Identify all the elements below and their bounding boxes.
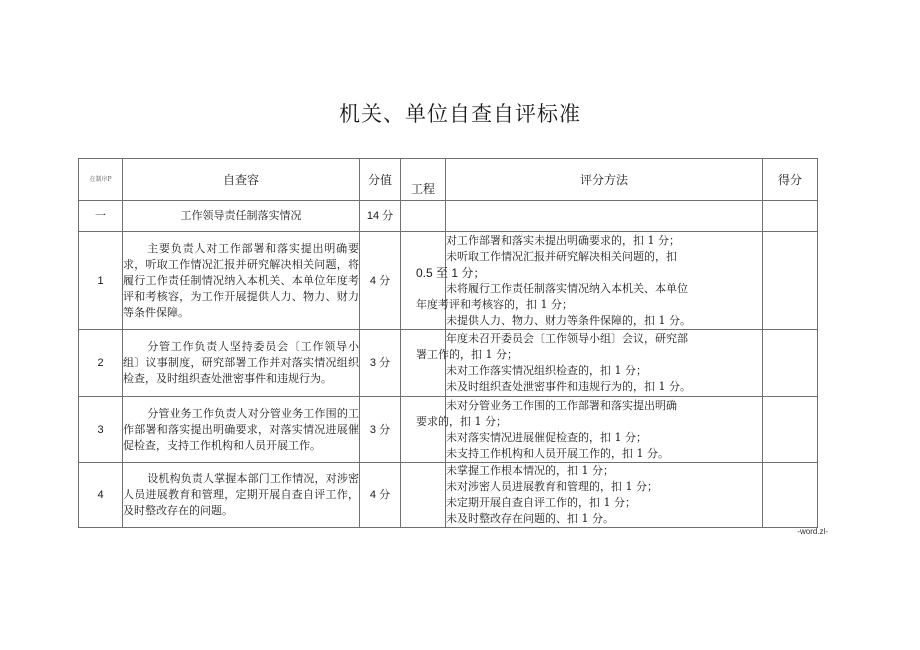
row-method — [416, 232, 763, 330]
row-content: 分管工作负责人坚持委员会〔工作领导小组〕议事制度，研究部署工作并对落实情况组织检查，及时组织查处泄密事件和违规行为。 — [123, 330, 360, 397]
row-method — [416, 397, 763, 463]
row-score: 3 分 — [360, 397, 401, 463]
row-project-cell — [401, 463, 446, 528]
table-row — [79, 397, 818, 463]
method-line: 署工作的，扣 1 分； — [416, 348, 518, 361]
method-line: 未对分管业务工作围的工作部署和落实提出明确 — [446, 398, 677, 412]
section-score: 14 分 — [360, 201, 401, 232]
row-method — [416, 330, 763, 397]
row-score: 4 分 — [360, 232, 401, 330]
header-project: 工程 — [401, 159, 446, 201]
method-line: 对工作部署和落实未提出明确要求的，扣 1 分； — [446, 233, 680, 247]
header-content: 自查容 — [123, 159, 360, 201]
method-line: 年度考评和考核容的，扣 1 分； — [416, 297, 573, 311]
method-line: 0.5 至 1 分； — [416, 265, 486, 280]
section-method-cell — [446, 201, 763, 232]
method-line: 未对工作落实情况组织检查的，扣 1 分； — [446, 364, 647, 377]
row-score: 3 分 — [360, 330, 401, 397]
row-seq: 2 — [79, 330, 123, 397]
row-project-cell — [401, 232, 446, 330]
method-line: 未提供人力、物力、财力等条件保障的，扣 1 分。 — [446, 313, 691, 327]
method-line: 未将履行工作责任制落实情况纳入本机关、本单位 — [446, 281, 688, 295]
method-line: 未对涉密人员进展教育和管理的，扣 1 分； — [446, 480, 658, 493]
section-got-cell — [763, 201, 818, 232]
table-row — [79, 463, 818, 528]
row-seq: 4 — [79, 463, 123, 528]
row-content: 分管业务工作负责人对分管业务工作围的工作部署和落实提出明确要求，对落实情况进展催促检查，支持工作机构和人员开展工作。 — [123, 397, 360, 463]
table-row — [79, 330, 818, 397]
method-line: 年度未召开委员会〔工作领导小组〕会议，研究部 — [446, 332, 688, 345]
header-got: 得分 — [763, 159, 818, 201]
method-line: 未掌握工作根本情况的，扣 1 分； — [446, 464, 614, 477]
row-got-cell — [763, 232, 818, 330]
method-line: 未对落实情况进展催促检查的，扣 1 分； — [446, 430, 647, 444]
row-project-cell — [401, 330, 446, 397]
row-score: 4 分 — [360, 463, 401, 528]
footer-watermark: -word.zl- — [797, 527, 828, 536]
method-line: 未定期开展自查自评工作的，扣 1 分； — [446, 496, 636, 509]
row-method — [446, 463, 763, 528]
row-seq: 3 — [79, 397, 123, 463]
page-title: 机关、单位自查自评标准 — [339, 102, 581, 126]
row-got-cell — [763, 463, 818, 528]
header-method: 评分方法 — [446, 159, 763, 201]
table-header-row — [79, 159, 818, 201]
section-row — [79, 201, 818, 232]
method-line: 未及时整改存在问题的、扣 1 分。 — [446, 512, 614, 525]
self-assessment-table — [78, 158, 818, 528]
row-got-cell — [763, 397, 818, 463]
table-row — [79, 232, 818, 330]
row-seq: 1 — [79, 232, 123, 330]
row-project-cell — [401, 397, 446, 463]
method-line: 未听取工作情况汇报并研究解决相关问题的，扣 — [446, 249, 677, 263]
section-project-cell — [401, 201, 446, 232]
row-content: 设机构负责人掌握本部门工作情况，对涉密人员进展教育和管理，定期开展自查自评工作，及时整改存在的问题。 — [123, 463, 360, 528]
header-seq: 在制序P — [79, 159, 123, 201]
method-line: 未支持工作机构和人员开展工作的，扣 1 分。 — [446, 446, 669, 460]
section-seq: 一 — [79, 201, 123, 232]
method-line: 要求的，扣 1 分； — [416, 414, 507, 428]
section-content: 工作领导责任制落实情况 — [123, 201, 360, 232]
header-score: 分值 — [360, 159, 401, 201]
row-got-cell — [763, 330, 818, 397]
method-line: 未及时组织查处泄密事件和违规行为的，扣 1 分。 — [446, 380, 691, 393]
row-content: 主要负责人对工作部署和落实提出明确要求，听取工作情况汇报并研究解决相关问题，将履行工作责任制情况纳入本机关、本单位年度考评和考核容，为工作开展提供人力、物力、财力等条件保障。 — [123, 232, 360, 330]
